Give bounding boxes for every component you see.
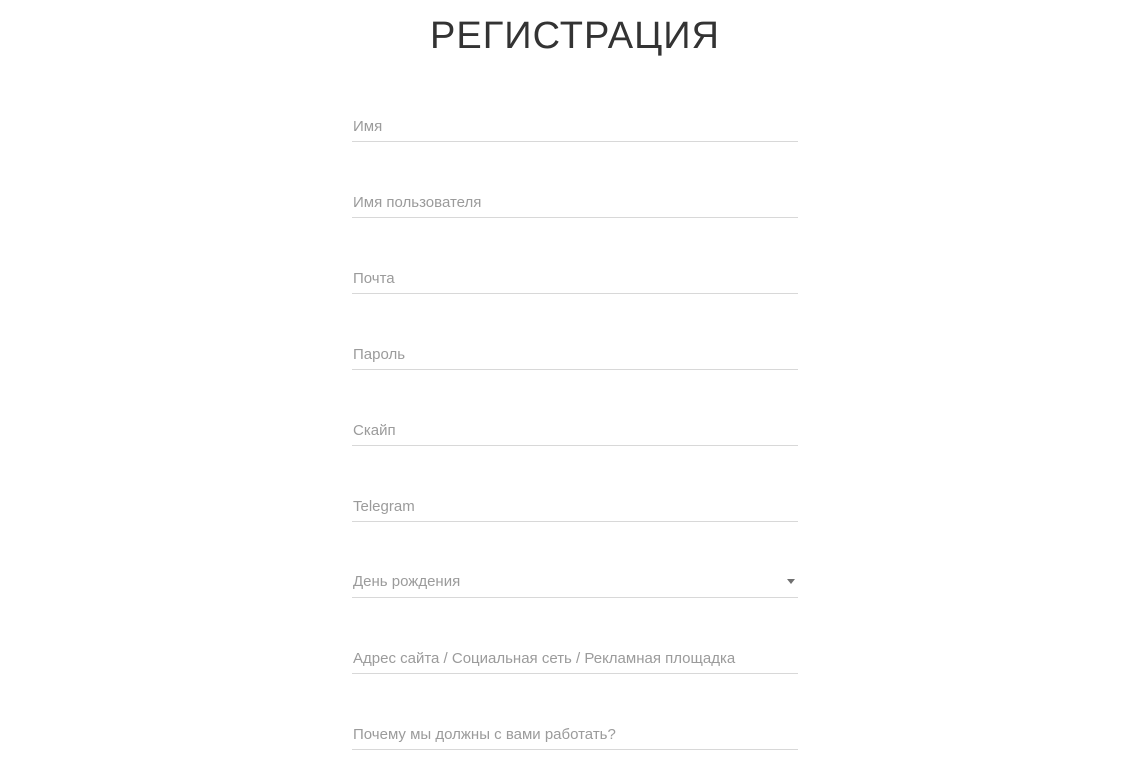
telegram-field bbox=[352, 492, 798, 522]
website-input[interactable] bbox=[352, 644, 798, 672]
password-input[interactable] bbox=[352, 340, 798, 368]
telegram-input[interactable] bbox=[352, 492, 798, 520]
website-field bbox=[352, 644, 798, 674]
why-field bbox=[352, 720, 798, 750]
caret-down-icon bbox=[787, 579, 795, 584]
password-field bbox=[352, 340, 798, 370]
skype-input[interactable] bbox=[352, 416, 798, 444]
email-input[interactable] bbox=[352, 264, 798, 292]
username-input[interactable] bbox=[352, 188, 798, 216]
birthday-select[interactable] bbox=[352, 568, 798, 598]
email-field bbox=[352, 264, 798, 294]
skype-field bbox=[352, 416, 798, 446]
name-input[interactable] bbox=[352, 112, 798, 140]
username-field bbox=[352, 188, 798, 218]
page-title: РЕГИСТРАЦИЯ bbox=[430, 15, 720, 57]
name-field bbox=[352, 112, 798, 142]
birthday-label: День рождения bbox=[353, 573, 461, 590]
why-input[interactable] bbox=[352, 720, 798, 748]
